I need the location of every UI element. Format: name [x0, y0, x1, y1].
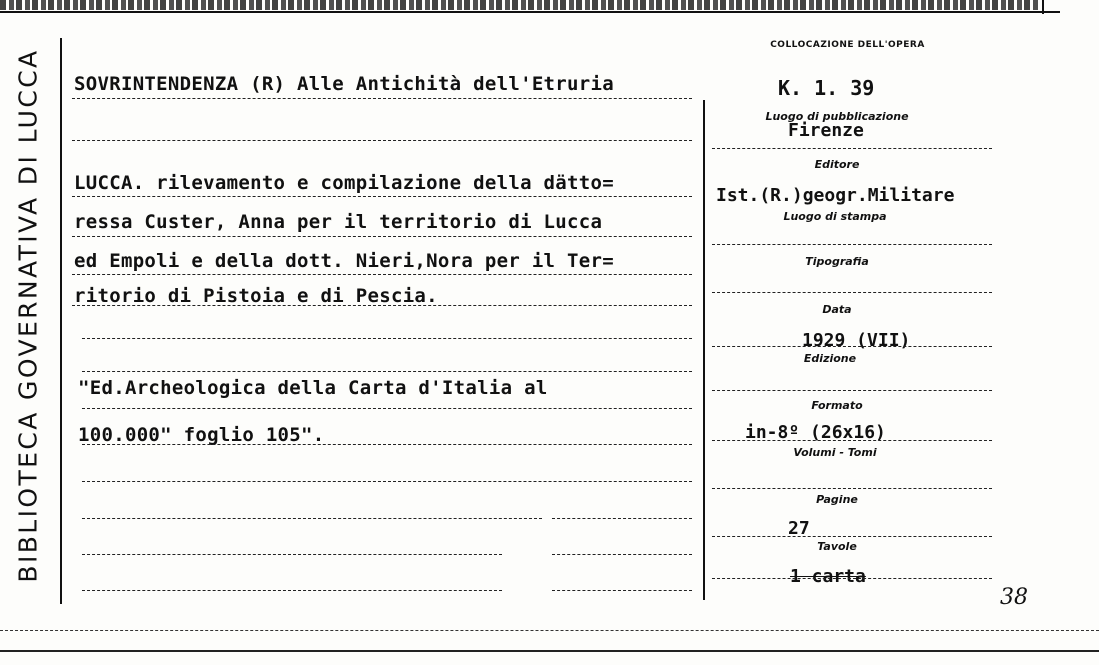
description-line-2: ressa Custer, Anna per il territorio di Lucca — [74, 211, 603, 233]
edizione-label: Edizione — [803, 352, 857, 365]
rule-left — [82, 590, 502, 591]
rule-left — [82, 554, 502, 555]
bottom-edge — [0, 650, 1099, 652]
rule-left — [72, 98, 692, 99]
library-name-text: BIBLIOTECA GOVERNATIVA DI LUCCA — [13, 47, 43, 583]
rule-left — [552, 518, 692, 519]
shelfmark: K. 1. 39 — [778, 76, 875, 100]
rule-right — [712, 578, 992, 579]
rule-left — [552, 554, 692, 555]
luogo-pubblicazione-value: Firenze — [788, 120, 864, 141]
rule-left — [72, 305, 692, 306]
series-line-1: "Ed.Archeologica della Carta d'Italia al — [78, 377, 548, 399]
rule-right — [712, 244, 992, 245]
editore-value: Ist.(R.)geogr.Militare — [716, 185, 955, 206]
bottom-edge — [0, 630, 1099, 631]
rule-right — [712, 440, 992, 441]
tavole-value: 1 carta — [790, 566, 866, 587]
rule-right — [712, 390, 992, 391]
rule-right — [712, 292, 992, 293]
library-name-vertical — [8, 25, 48, 605]
formato-value: in-8º (26x16) — [745, 422, 886, 443]
editore-label: Editore — [814, 158, 860, 171]
tipografia-label: Tipografia — [805, 255, 869, 268]
rule-right — [712, 346, 992, 347]
rule-left — [552, 590, 692, 591]
left-margin-rule — [60, 38, 62, 604]
rule-right — [712, 488, 992, 489]
rule-left — [82, 408, 692, 409]
rule-right — [712, 148, 992, 149]
rule-left — [82, 518, 542, 519]
right-column-rule — [703, 100, 705, 600]
rule-left — [72, 236, 692, 237]
rule-right — [712, 536, 992, 537]
description-line-1: LUCCA. rilevamento e compilazione della dätto= — [74, 172, 614, 194]
pagine-label: Pagine — [816, 493, 858, 506]
top-border-line — [0, 11, 1060, 13]
rule-left — [82, 371, 692, 372]
volumi-tomi-label: Volumi - Tomi — [793, 446, 877, 459]
top-torn-edge — [0, 0, 1040, 10]
luogo-stampa-label: Luogo di stampa — [783, 210, 887, 223]
tavole-label: Tavole — [817, 540, 857, 553]
heading-author: SOVRINTENDENZA (R) Alle Antichità dell'Etruria — [74, 73, 614, 95]
rule-left — [82, 338, 692, 339]
data-value: 1929 (VII) — [802, 330, 911, 351]
rule-left — [72, 140, 692, 141]
series-line-2: 100.000" foglio 105". — [78, 424, 325, 446]
luogo-pubblicazione-label: Luogo di pubblicazione — [765, 110, 909, 123]
data-label: Data — [822, 303, 852, 316]
handwritten-mark: 38 — [1000, 585, 1028, 610]
description-line-3: ed Empoli e della dott. Nieri,Nora per il Ter= — [74, 250, 614, 272]
formato-label: Formato — [811, 399, 863, 412]
rule-left — [72, 274, 692, 275]
right-corner-mark — [1042, 0, 1044, 14]
rule-left — [82, 444, 692, 445]
rule-left — [72, 196, 692, 197]
description-line-4: ritorio di Pistoia e di Pescia. — [74, 285, 438, 307]
pagine-value: 27 — [788, 518, 810, 539]
collocazione-label: COLLOCAZIONE DELL'OPERA — [770, 40, 925, 50]
rule-left — [82, 481, 692, 482]
